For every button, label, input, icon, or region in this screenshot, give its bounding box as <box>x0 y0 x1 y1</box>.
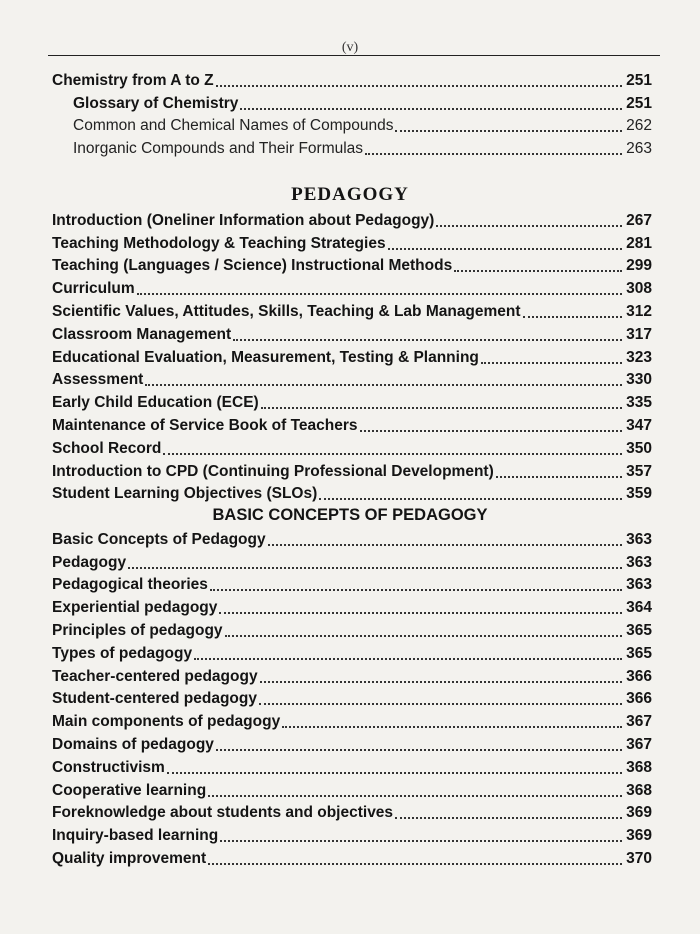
toc-entry <box>52 846 652 869</box>
dot-leader <box>395 816 622 819</box>
dot-leader <box>259 702 622 705</box>
toc-entry <box>52 322 652 345</box>
toc-section-pedagogy <box>52 208 652 504</box>
toc-entry-title: Scientific Values, Attitudes, Skills, Teaching & Lab Management <box>52 302 521 320</box>
toc-entry <box>52 436 652 459</box>
toc-entry <box>52 550 652 573</box>
dot-leader <box>261 406 622 409</box>
toc-entry-page: 367 <box>626 735 652 753</box>
dot-leader <box>523 315 623 318</box>
toc-entry-title: Pedagogy <box>52 553 127 571</box>
dot-leader <box>194 657 622 660</box>
toc-entry-page: 367 <box>626 713 652 731</box>
toc-entry <box>52 527 652 550</box>
toc-entry-title: Assessment <box>52 371 144 389</box>
toc-entry-page: 366 <box>626 667 652 685</box>
section-heading-basic-concepts: BASIC CONCEPTS OF PEDAGOGY <box>212 506 488 524</box>
toc-entry-page: 363 <box>626 576 652 594</box>
toc-entry-title: Classroom Management <box>52 325 232 343</box>
dot-leader <box>260 680 623 683</box>
toc-entry <box>52 208 652 231</box>
dot-leader <box>360 429 623 432</box>
toc-entry-title: Student Learning Objectives (SLOs) <box>52 485 318 503</box>
toc-entry-page: 317 <box>626 325 652 343</box>
toc-entry-page: 251 <box>626 94 652 112</box>
dot-leader <box>365 152 622 155</box>
toc-entry-title: Teaching Methodology & Teaching Strategies <box>52 234 386 252</box>
dot-leader <box>319 497 622 500</box>
toc-entry-title: Constructivism <box>52 758 165 776</box>
toc-entry-title: Main components of pedagogy <box>52 713 281 731</box>
toc-entry-page: 267 <box>626 211 652 229</box>
toc-entry <box>52 755 652 778</box>
toc-entry <box>52 136 652 159</box>
toc-entry <box>52 801 652 824</box>
dot-leader <box>268 543 623 546</box>
dot-leader <box>216 84 623 87</box>
toc-entry <box>52 573 652 596</box>
toc-entry <box>52 595 652 618</box>
toc-entry-page: 364 <box>626 599 652 617</box>
toc-entry-title: Common and Chemical Names of Compounds <box>73 117 394 135</box>
dot-leader <box>208 862 622 865</box>
toc-entry-page: 308 <box>626 280 652 298</box>
toc-entry-page: 330 <box>626 371 652 389</box>
dot-leader <box>208 794 622 797</box>
dot-leader <box>240 107 622 110</box>
toc-entry <box>52 390 652 413</box>
toc-entry-title: Maintenance of Service Book of Teachers <box>52 416 358 434</box>
toc-entry <box>52 664 652 687</box>
toc-entry <box>52 778 652 801</box>
dot-leader <box>128 566 622 569</box>
toc-entry-page: 370 <box>626 849 652 867</box>
dot-leader <box>436 224 622 227</box>
toc-entry-page: 263 <box>626 140 652 158</box>
toc-entry-title: Chemistry from A to Z <box>52 71 214 89</box>
toc-entry <box>52 732 652 755</box>
toc-entry <box>52 641 652 664</box>
dot-leader <box>163 452 622 455</box>
dot-leader <box>282 725 622 728</box>
toc-entry <box>52 823 652 846</box>
dot-leader <box>219 611 622 614</box>
toc-entry <box>52 459 652 482</box>
dot-leader <box>145 383 622 386</box>
toc-entry <box>52 368 652 391</box>
toc-entry-page: 368 <box>626 781 652 799</box>
toc-entry-title: Basic Concepts of Pedagogy <box>52 530 266 548</box>
dot-leader <box>210 588 622 591</box>
toc-entry-page: 312 <box>626 302 652 320</box>
toc-entry <box>52 91 652 114</box>
toc-entry-title: Types of pedagogy <box>52 644 193 662</box>
toc-entry <box>52 618 652 641</box>
dot-leader <box>233 338 622 341</box>
toc-entry-title: Cooperative learning <box>52 781 207 799</box>
dot-leader <box>481 361 622 364</box>
toc-entry-page: 359 <box>626 485 652 503</box>
toc-entry-title: Educational Evaluation, Measurement, Testing & Planning <box>52 348 479 366</box>
toc-entry-page: 357 <box>626 462 652 480</box>
toc-entry-title: Principles of pedagogy <box>52 621 223 639</box>
toc-entry-page: 262 <box>626 117 652 135</box>
toc-entry-title: Early Child Education (ECE) <box>52 394 259 412</box>
toc-entry-page: 347 <box>626 416 652 434</box>
toc-entry-page: 363 <box>626 530 652 548</box>
toc-entry-page: 281 <box>626 234 652 252</box>
page-number: (v) <box>341 40 359 55</box>
toc-entry-page: 366 <box>626 690 652 708</box>
toc-entry <box>52 687 652 710</box>
toc-entry-page: 363 <box>626 553 652 571</box>
dot-leader <box>388 247 623 250</box>
dot-leader <box>137 292 622 295</box>
toc-entry-page: 299 <box>626 257 652 275</box>
toc-section-basic-concepts <box>52 527 652 869</box>
toc-entry-title: Glossary of Chemistry <box>73 94 239 112</box>
toc-entry-title: Introduction to CPD (Continuing Professional Development) <box>52 462 494 480</box>
toc-entry-title: Domains of pedagogy <box>52 735 214 753</box>
toc-entry <box>52 345 652 368</box>
toc-entry-title: School Record <box>52 439 162 457</box>
toc-entry <box>52 709 652 732</box>
toc-entry-page: 350 <box>626 439 652 457</box>
toc-entry-page: 369 <box>626 827 652 845</box>
toc-entry <box>52 413 652 436</box>
toc-entry-title: Inorganic Compounds and Their Formulas <box>73 140 364 158</box>
toc-entry <box>52 231 652 254</box>
toc-entry-page: 365 <box>626 621 652 639</box>
toc-entry <box>52 482 652 505</box>
toc-entry-title: Foreknowledge about students and objectives <box>52 804 394 822</box>
dot-leader <box>167 771 622 774</box>
toc-entry <box>52 299 652 322</box>
toc-entry-title: Student-centered pedagogy <box>52 690 257 708</box>
toc-entry-title: Inquiry-based learning <box>52 827 219 845</box>
toc-entry-page: 323 <box>626 348 652 366</box>
section-heading-pedagogy: PEDAGOGY <box>291 184 409 205</box>
dot-leader <box>395 129 622 132</box>
toc-entry-title: Teaching (Languages / Science) Instructional Methods <box>52 257 453 275</box>
toc-entry <box>52 68 652 91</box>
toc-entry-title: Curriculum <box>52 280 135 298</box>
dot-leader <box>496 475 622 478</box>
toc-entry-page: 251 <box>626 71 652 89</box>
toc-entry <box>52 276 652 299</box>
toc-entry-title: Teacher-centered pedagogy <box>52 667 258 685</box>
toc-entry-title: Experiential pedagogy <box>52 599 218 617</box>
dot-leader <box>220 839 622 842</box>
toc-entry-page: 368 <box>626 758 652 776</box>
dot-leader <box>216 748 622 751</box>
toc-entry-page: 335 <box>626 394 652 412</box>
toc-entry-title: Quality improvement <box>52 849 207 867</box>
dot-leader <box>454 269 622 272</box>
toc-entry-title: Pedagogical theories <box>52 576 208 594</box>
toc-entry-page: 365 <box>626 644 652 662</box>
dot-leader <box>225 634 623 637</box>
toc-entry <box>52 254 652 277</box>
toc-section-chemistry <box>52 68 652 159</box>
toc-entry-page: 369 <box>626 804 652 822</box>
toc-entry-title: Introduction (Oneliner Information about Pedagogy) <box>52 211 435 229</box>
header-rule <box>48 55 660 56</box>
toc-entry <box>52 114 652 137</box>
